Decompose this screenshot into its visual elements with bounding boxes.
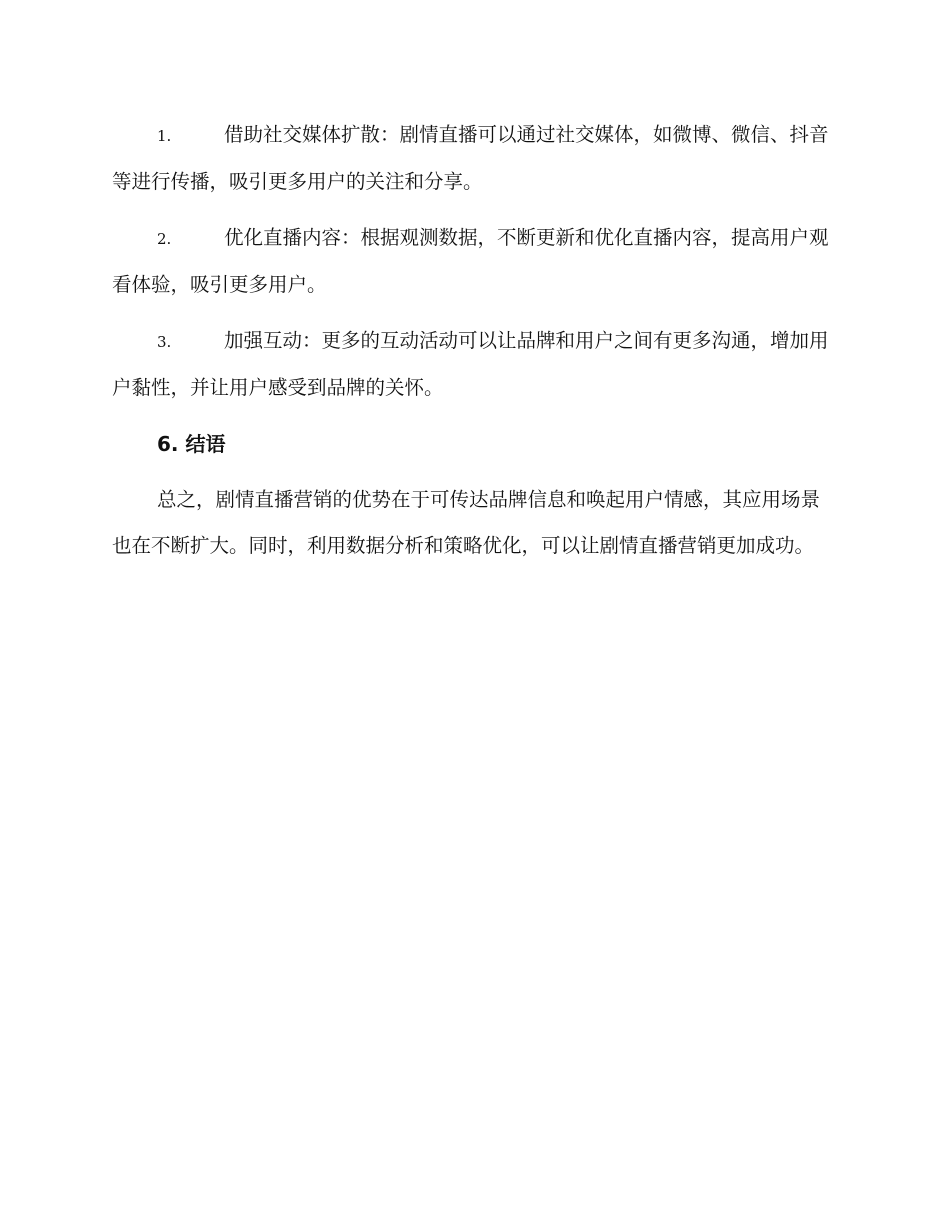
list-item — [112, 215, 838, 308]
list-item — [112, 318, 838, 411]
list-item-text: 借助社交媒体扩散：剧情直播可以通过社交媒体，如微博、微信、抖音等进行传播，吸引更多用户的关注和分享。 — [112, 123, 829, 193]
section-title: 结语 — [185, 432, 226, 456]
conclusion-paragraph: 总之，剧情直播营销的优势在于可传达品牌信息和唤起用户情感，其应用场景也在不断扩大。同时，利用数据分析和策略优化，可以让剧情直播营销更加成功。 — [112, 488, 821, 557]
list-item-text: 优化直播内容：根据观测数据，不断更新和优化直播内容，提高用户观看体验，吸引更多用户。 — [112, 226, 829, 296]
section-heading — [112, 421, 838, 467]
section-number: 6. — [157, 432, 179, 456]
document-body — [112, 112, 838, 569]
list-item-number: 1. — [157, 127, 172, 145]
list-item-number: 3. — [157, 333, 172, 351]
list-item — [112, 112, 838, 205]
list-item-text: 加强互动：更多的互动活动可以让品牌和用户之间有更多沟通，增加用户黏性，并让用户感受到品牌的关怀。 — [112, 329, 829, 399]
list-item-number: 2. — [157, 230, 172, 248]
